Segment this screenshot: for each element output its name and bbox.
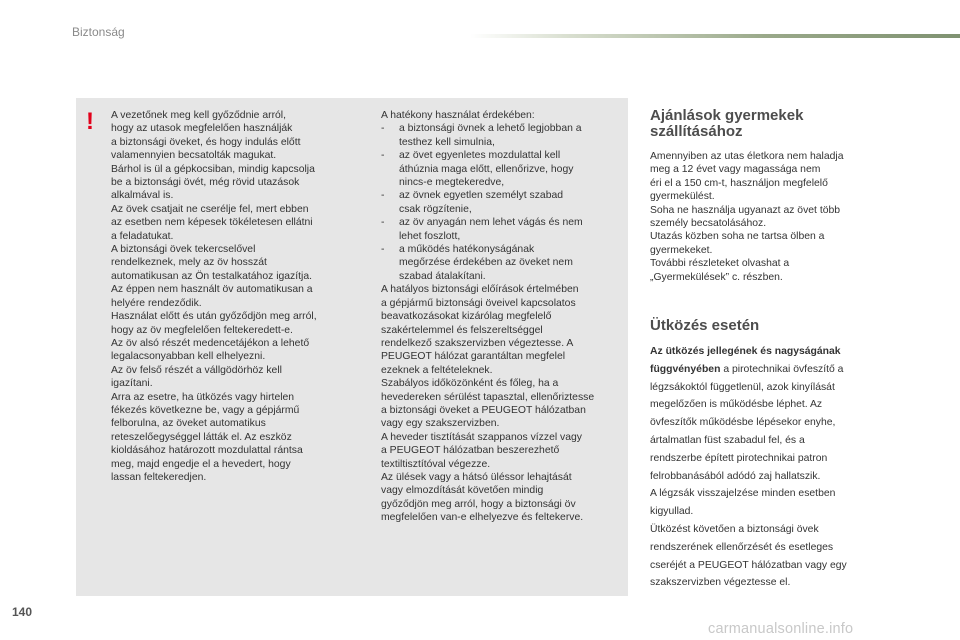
list-item-line: szabad átalakítani. — [399, 270, 486, 282]
collision-lead-rest: a pirotechnikai övfeszítő a — [720, 363, 844, 375]
text-line: a feladatukat. — [111, 230, 174, 242]
text-line: Utazás közben soha ne tartsa ölben a — [650, 231, 825, 243]
list-item-line: - a biztonsági övnek a lehető legjobban a — [399, 123, 582, 135]
text-line: A heveder tisztítását szappanos vízzel vagy — [381, 431, 582, 443]
children-section-body — [650, 150, 890, 284]
text-line: vagy elmozdítását követően mindig — [381, 485, 544, 497]
text-line: automatikusan az Ön testalkatához igazítja. — [111, 270, 312, 282]
text-line: helyére rendeződik. — [111, 297, 202, 309]
collision-lead-bold-2: függvényében — [650, 363, 721, 375]
text-line: győződjön meg arról, hogy a biztonsági öv — [381, 498, 576, 510]
text-line: lassan feltekeredjen. — [111, 471, 207, 483]
text-line: megelőzően is működésbe léphet. Az — [650, 399, 823, 411]
usage-list — [381, 122, 626, 283]
text-line: A biztonsági övek tekercselővel — [111, 244, 256, 256]
text-line: Arra az esetre, ha ütközés vagy hirtelen — [111, 391, 295, 403]
text-line: rendelkeznek, mely az öv hosszát — [111, 257, 267, 269]
text-line: hogy az öv megfelelően feltekeredett-e. — [111, 324, 293, 336]
text-line: övfeszítők működésbe lépésekor enyhe, — [650, 417, 836, 429]
collision-lead-bold-1: Az ütközés jellegének és nagyságának — [650, 346, 841, 357]
text-line: felborulna, az öveket automatikus — [111, 418, 266, 430]
children-section-title — [650, 108, 890, 140]
collision-section-title: Ütközés esetén — [650, 317, 760, 334]
text-line: rendelkező szakszervizben végeztesse. A — [381, 337, 574, 349]
list-item-line: - a működés hatékonyságának — [399, 244, 535, 256]
text-line: „Gyermekülések” c. részben. — [650, 271, 783, 283]
text-line: rendszerének ellenőrzését és esetleges — [650, 541, 834, 553]
text-line: megfelelően van-e elhelyezve és feltekerve. — [381, 512, 584, 524]
list-item-line: - az öv anyagán nem lehet vágás és nem — [399, 217, 583, 229]
text-line: vagy egy szakszervizben. — [381, 418, 500, 430]
section-title: Biztonság — [72, 25, 125, 39]
text-line: éri el a 150 cm-t, használjon megfelelő — [650, 177, 828, 189]
list-item-line: nincs-e megtekeredve, — [399, 177, 505, 189]
children-title-line-1: Ajánlások gyermekek — [650, 107, 804, 124]
children-section — [650, 108, 890, 284]
text-line: Soha ne használja ugyanazt az övet több — [650, 204, 841, 216]
text-line: A hatályos biztonsági előírások értelmében — [381, 284, 579, 296]
text-line: szakértelemmel és felszereltséggel — [381, 324, 543, 336]
text-line: alkalmával is. — [111, 190, 174, 202]
text-line: az esetben nem képesek tökéletesen ellátni — [111, 217, 313, 229]
list-item — [381, 243, 626, 283]
list-item — [381, 189, 626, 216]
text-line: gyermekeket. — [650, 244, 713, 256]
warning-text-column-2 — [381, 109, 626, 525]
text-line: PEUGEOT hálózat garantáltan megfelel — [381, 351, 566, 363]
service-text — [381, 283, 626, 524]
text-line: Az öv alsó részét medencetájékon a lehető — [111, 337, 310, 349]
text-line: Ütközést követően a biztonsági övek — [650, 523, 819, 535]
list-item-line: - az övet egyenletes mozdulattal kell — [399, 150, 561, 162]
text-line: légzsákoktól függetlenül, azok kinyílását — [650, 381, 835, 393]
text-line: ártalmatlan füst szabadul fel, és a — [650, 434, 805, 446]
text-line: Az éppen nem használt öv automatikusan a — [111, 284, 313, 296]
text-line: gyermekülést. — [650, 191, 715, 203]
usage-intro: A hatékony használat érdekében: — [381, 110, 535, 121]
warning-text-column-1 — [111, 109, 361, 484]
text-line: További részleteket olvashat a — [650, 258, 790, 270]
text-line: meg, majd engedje el a hevedert, hogy — [111, 458, 291, 470]
list-item-line: - az övnek egyetlen személyt szabad — [399, 190, 564, 202]
text-line: Amennyiben az utas életkora nem haladja — [650, 151, 844, 162]
list-item-line: csak rögzítenie, — [399, 203, 472, 215]
text-line: legalacsonyabban kell elhelyezni. — [111, 351, 266, 363]
text-line: kioldásához határozott mozdulattal rántsa — [111, 445, 303, 457]
text-line: Az öv felső részét a vállgödörhöz kell — [111, 364, 282, 376]
text-line: a biztonsági öveket a PEUGEOT hálózatban — [381, 404, 586, 416]
list-item — [381, 122, 626, 149]
text-line: meg a 12 évet vagy magassága nem — [650, 164, 821, 176]
watermark: carmanualsonline.info — [708, 621, 854, 637]
text-line: A vezetőnek meg kell győződnie arról, — [111, 110, 287, 121]
text-line: igazítani. — [111, 378, 153, 390]
text-line: a gépjármű biztonsági öveivel kapcsolatos — [381, 297, 576, 309]
children-title-line-2: szállításához — [650, 123, 743, 140]
text-line: Szabályos időközönként és főleg, ha a — [381, 378, 559, 390]
collision-lines — [650, 379, 895, 593]
text-line: Bárhol is ül a gépkocsiban, mindig kapcsolja — [111, 163, 315, 175]
text-line: be a biztonsági övét, még rövid utazások — [111, 177, 300, 189]
warning-icon: ! — [86, 108, 94, 135]
text-line: felrobbanásából adódó zaj hallatszik. — [650, 470, 821, 482]
text-line: fékezés következne be, vagy a gépjármű — [111, 404, 300, 416]
list-item — [381, 216, 626, 243]
text-line: a PEUGEOT hálózatban beszerezhető — [381, 445, 560, 457]
text-line: Használat előtt és után győződjön meg arról, — [111, 311, 317, 323]
text-line: hogy az utasok megfelelően használják — [111, 123, 293, 135]
text-line: A légzsák visszajelzése minden esetben — [650, 488, 836, 500]
header-gradient-bar — [470, 34, 960, 38]
text-line: valamennyien becsatolták magukat. — [111, 150, 277, 162]
list-item-line: testhez kell simulnia, — [399, 136, 495, 148]
text-line: textiltisztítóval végezze. — [381, 458, 491, 470]
list-item — [381, 149, 626, 189]
text-line: Az ülések vagy a hátsó üléssor lehajtását — [381, 471, 572, 483]
list-item-line: lehet foszlott, — [399, 230, 461, 242]
text-line: szakszervizben végeztesse el. — [650, 577, 791, 589]
collision-section-body — [650, 343, 895, 592]
text-line: reteszelőegységgel látták el. Az eszköz — [111, 431, 292, 443]
list-item-line: áthúznia maga előtt, ellenőrizve, hogy — [399, 163, 574, 175]
text-line: ezeknek a feltételeknek. — [381, 364, 493, 376]
text-line: beavatkozásokat kizárólag megfelelő — [381, 311, 552, 323]
text-line: cseréjét a PEUGEOT hálózatban vagy egy — [650, 559, 847, 571]
text-line: személy becsatolásához. — [650, 218, 767, 230]
text-line: kigyullad. — [650, 506, 694, 518]
text-line: a biztonsági öveket, és hogy indulás előtt — [111, 136, 301, 148]
text-line: hevedereken sérülést tapasztal, ellenőriztesse — [381, 391, 595, 403]
list-item-line: megőrzése érdekében az öveket nem — [399, 257, 573, 269]
page-number: 140 — [12, 605, 33, 619]
text-line: rendszerbe épített pirotechnikai patron — [650, 452, 828, 464]
collision-section — [650, 318, 895, 592]
text-line: Az övek csatjait ne cserélje fel, mert ebben — [111, 203, 309, 215]
